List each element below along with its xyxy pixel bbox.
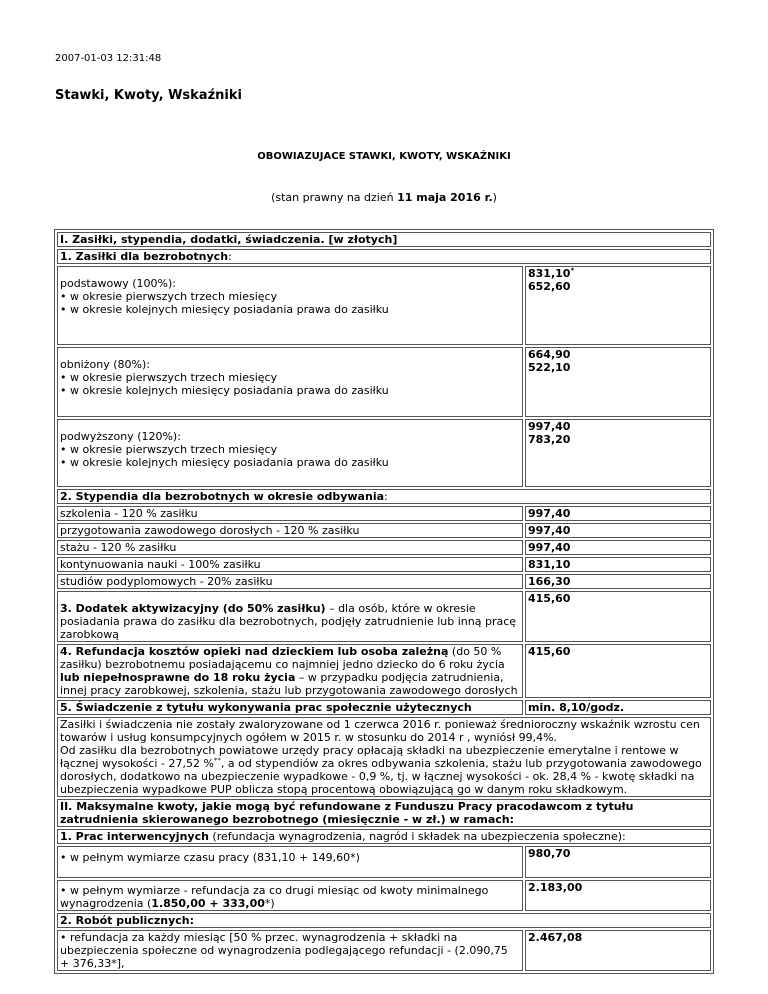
benefit-value: 652,60 (528, 280, 571, 293)
table-row (57, 419, 711, 487)
sub2-colon: : (384, 490, 388, 503)
benefit-line: • w okresie kolejnych miesięcy posiadania prawa do zasiłku (60, 384, 389, 397)
benefit-line: • w okresie pierwszych trzech miesięcy (60, 371, 278, 384)
stypendium-value: 997,40 (525, 523, 711, 538)
note-text-part: , a od stypendiów za okres odbywania szkolenia, stażu lub przygotowania zawodowego dorosłych, dodatkowo na ubezpieczenie wypadkowe - 0,9 %, tj. w łącznej wysokości - ok. 28,4 % - kwotę składki na ubezpieczenia wypadkowe PUP oblicza stopą procentową obowiązującą go w danym roku składkowym. (60, 757, 702, 796)
section1-header: I. Zasiłki, stypendia, dodatki, świadczenia. [w złotych] (57, 232, 711, 247)
stypendium-value: 166,30 (525, 574, 711, 589)
note-text-part: Od zasiłku dla bezrobotnych powiatowe urzędy pracy opłacają składki na ubezpieczenie emerytalne i rentowe w łącznej wysokości - 27,52 % (60, 744, 679, 770)
table-row (57, 347, 711, 417)
table-row (57, 249, 711, 264)
table-row (57, 506, 711, 521)
dodatek-value: 415,60 (525, 591, 711, 642)
table-row (57, 266, 711, 345)
benefit-value: 783,20 (528, 433, 571, 446)
table-row (57, 880, 711, 911)
sub1-title: 1. Zasiłki dla bezrobotnych (60, 250, 229, 263)
swiadczenie-value: min. 8,10/godz. (525, 700, 711, 715)
benefit-line: • w okresie pierwszych trzech miesięcy (60, 290, 278, 303)
table-row (57, 799, 711, 827)
refundacja-cell (57, 644, 523, 698)
benefit-values-2 (525, 347, 711, 417)
table-row (57, 232, 711, 247)
section2-sub1 (57, 829, 711, 844)
stypendium-value: 997,40 (525, 540, 711, 555)
refundacja-value: 415,60 (525, 644, 711, 698)
page-title: Stawki, Kwoty, Wskaźniki (55, 88, 242, 103)
stan-date: 11 maja 2016 r. (397, 191, 493, 204)
benefit-value (528, 267, 708, 280)
table-row (57, 557, 711, 572)
refund-value: 980,70 (525, 846, 711, 878)
refundacja-text: (do 50 % zasiłku) bezrobotnemu posiadającemu co najmniej jedno dziecko do 6 roku życia (60, 645, 505, 671)
refund-value: 2.183,00 (525, 880, 711, 911)
footnote-mark: * (570, 266, 575, 275)
benefit-value: 522,10 (528, 361, 571, 374)
stan-prefix: (stan prawny na dzień (271, 191, 398, 204)
swiadczenie-title: 5. Świadczenie z tytułu wykonywania prac społecznie użytecznych (57, 700, 523, 715)
note-text (60, 744, 708, 796)
dodatek-text: – dla osób, które w okresie posiadania prawa do zasiłku dla bezrobotnych, podjęły zatrudnienie lub inną pracę zarobkową (60, 602, 517, 641)
table-row (57, 644, 711, 698)
dodatek-cell (57, 591, 523, 642)
note-text: Zasiłki i świadczenia nie zostały zwaloryzowane od 1 czerwca 2016 r. ponieważ średnioroczny wskaźnik wzrostu cen towarów i usług konsumpcyjnych ogółem w 2015 r. w stosunku do 2014 r , wyniósł 99,4%. (60, 718, 700, 744)
benefit-block-3 (57, 419, 523, 487)
stypendium-value: 997,40 (525, 506, 711, 521)
table-row (57, 913, 711, 928)
refundacja-text: – w przypadku podjęcia zatrudnienia, innej pracy zarobkowej, szkolenia, stażu lub przygotowania zawodowego dorosłych (60, 671, 518, 697)
benefit-head: podwyższony (120%): (60, 430, 181, 443)
section1-sub1 (57, 249, 711, 264)
benefit-values-3 (525, 419, 711, 487)
stypendium-label: kontynuowania nauki - 100% zasiłku (57, 557, 523, 572)
rates-table (54, 229, 714, 974)
section1-sub2 (57, 489, 711, 504)
benefit-value: 997,40 (528, 420, 571, 433)
table-row (57, 829, 711, 844)
table-row (57, 930, 711, 971)
table-row (57, 489, 711, 504)
stypendium-label: stażu - 120 % zasiłku (57, 540, 523, 555)
refund-label: • refundacja za każdy miesiąc [50 % przec. wynagrodzenia + składki na ubezpieczenia społeczne od wynagrodzenia podlegającego refundacji - (2.090,75 + 376,33*], (57, 930, 523, 971)
label-part: *) (264, 897, 275, 910)
stypendium-label: studiów podyplomowych - 20% zasiłku (57, 574, 523, 589)
table-row (57, 591, 711, 642)
table-row (57, 540, 711, 555)
footnote-mark: ** (213, 756, 221, 765)
section2-sub2-title: 2. Robót publicznych: (57, 913, 711, 928)
section2-header: II. Maksymalne kwoty, jakie mogą być refundowane z Funduszu Pracy pracodawcom z tytułu zatrudnienia skierowanego bezrobotnego (miesięcznie - w zł.) w ramach: (57, 799, 711, 827)
table-row (57, 700, 711, 715)
value-text: 831,10 (528, 267, 571, 280)
benefit-line: • w okresie kolejnych miesięcy posiadania prawa do zasiłku (60, 456, 389, 469)
benefit-block-2 (57, 347, 523, 417)
benefit-head: podstawowy (100%): (60, 277, 176, 290)
sub1-colon: : (228, 250, 232, 263)
refundacja-title: 4. Refundacja kosztów opieki nad dzieckiem lub osoba zależną (60, 645, 449, 658)
benefit-value: 664,90 (528, 348, 571, 361)
dodatek-title: 3. Dodatek aktywizacyjny (do 50% zasiłku) (60, 602, 326, 615)
refundacja-bold: lub niepełnosprawne do 18 roku życia (60, 671, 296, 684)
benefit-line: • w okresie pierwszych trzech miesięcy (60, 443, 278, 456)
table-row (57, 523, 711, 538)
stypendium-value: 831,10 (525, 557, 711, 572)
note-cell (57, 717, 711, 797)
benefit-head: obniżony (80%): (60, 358, 150, 371)
label-bold: 1.850,00 + 333,00 (151, 897, 265, 910)
table-row (57, 717, 711, 797)
document-subtitle: OBOWIAZUJACE STAWKI, KWOTY, WSKAŹNIKI (257, 151, 511, 162)
section2-sub1-title: 1. Prac interwencyjnych (60, 830, 209, 843)
benefit-values-1 (525, 266, 711, 345)
refund-label (57, 880, 523, 911)
stan-suffix: ) (492, 191, 497, 204)
refund-label: • w pełnym wymiarze czasu pracy (831,10 + 149,60*) (57, 846, 523, 878)
stypendium-label: szkolenia - 120 % zasiłku (57, 506, 523, 521)
sub2-title: 2. Stypendia dla bezrobotnych w okresie odbywania (60, 490, 385, 503)
table-row (57, 574, 711, 589)
label-part: • w pełnym wymiarze - refundacja za co drugi miesiąc od kwoty minimalnego wynagrodzenia ( (60, 884, 489, 910)
benefit-block-1 (57, 266, 523, 345)
section2-sub1-desc: (refundacja wynagrodzenia, nagród i składek na ubezpieczenia społeczne): (208, 830, 626, 843)
refund-value: 2.467,08 (525, 930, 711, 971)
benefit-line: • w okresie kolejnych miesięcy posiadania prawa do zasiłku (60, 303, 389, 316)
stypendium-label: przygotowania zawodowego dorosłych - 120 % zasiłku (57, 523, 523, 538)
timestamp: 2007-01-03 12:31:48 (55, 53, 162, 64)
table-row (57, 846, 711, 878)
legal-status-line (0, 191, 768, 204)
